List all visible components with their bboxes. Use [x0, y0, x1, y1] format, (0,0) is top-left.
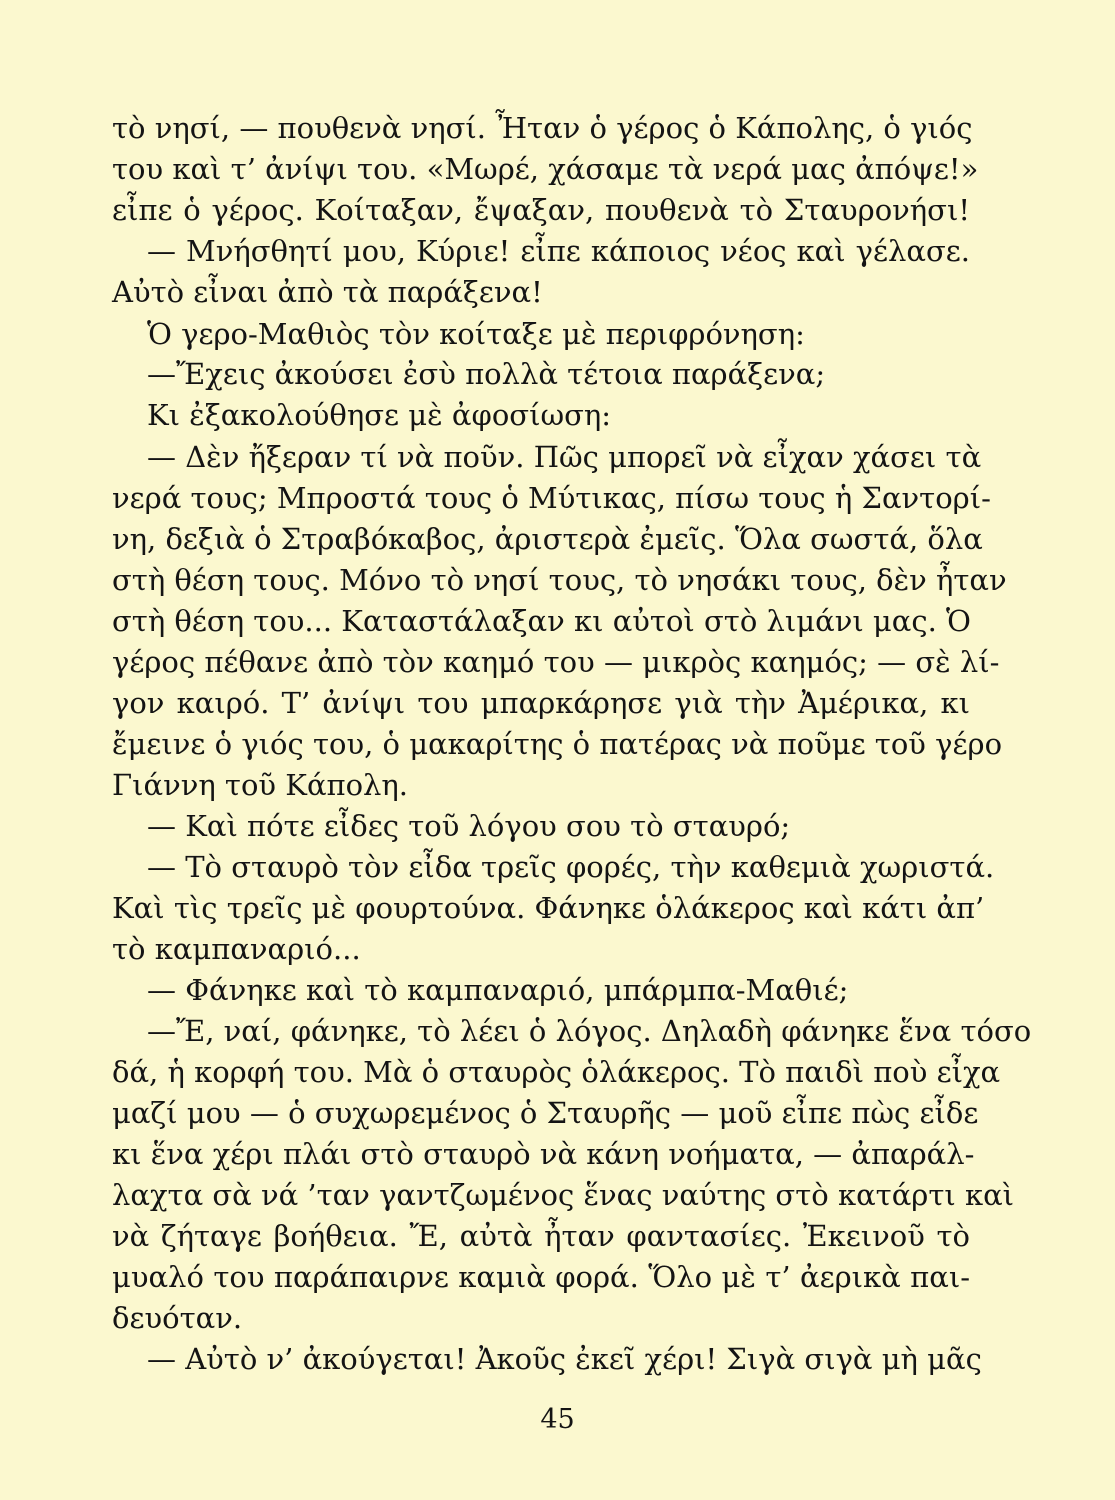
text-line-9: — Δὲν ἤξεραν τί νὰ ποῦν. Πῶς μπορεῖ νὰ εἶχαν χάσει τὰ [147, 440, 982, 474]
text-line-28: νὰ ζήταγε βοήθεια. Ἔ, αὐτὰ ἦταν φαντασίες. Ἐκεινοῦ τὸ [112, 1219, 970, 1253]
text-line-13: στὴ θέση του... Καταστάλαξαν κι αὐτοὶ στὸ λιμάνι μας. Ὁ [112, 604, 971, 638]
text-line-5: Αὐτὸ εἶναι ἀπὸ τὰ παράξενα! [112, 275, 543, 309]
text-line-22: — Φάνηκε καὶ τὸ καμπαναριό, μπάρμπα-Μαθιέ; [147, 973, 849, 1007]
text-line-1: τὸ νησί, — πουθενὰ νησί. Ἦταν ὁ γέρος ὁ Κάπολης, ὁ γιός [112, 111, 973, 145]
text-line-19: — Τὸ σταυρὸ τὸν εἶδα τρεῖς φορές, τὴν καθεμιὰ χωριστά. [147, 850, 995, 884]
text-line-2: του καὶ τ’ ἀνίψι του. «Μωρέ, χάσαμε τὰ νερά μας ἀπόψε!» [112, 152, 979, 186]
text-line-29: μυαλό του παράπαιρνε καμιὰ φορά. Ὅλο μὲ τ’ ἀερικὰ παι- [112, 1260, 970, 1294]
text-line-23: —Ἔ, ναί, φάνηκε, τὸ λέει ὁ λόγος. Δηλαδὴ φάνηκε ἕνα τόσο [147, 1014, 1032, 1048]
text-line-31: — Αὐτὸ ν’ ἀκούγεται! Ἀκοῦς ἐκεῖ χέρι! Σιγὰ σιγὰ μὴ μᾶς [147, 1342, 982, 1376]
text-line-3: εἶπε ὁ γέρος. Κοίταξαν, ἔψαξαν, πουθενὰ τὸ Σταυρονήσι! [112, 193, 970, 227]
text-line-4: — Μνήσθητί μου, Κύριε! εἶπε κάποιος νέος καὶ γέλασε. [147, 234, 970, 268]
text-line-27: λαχτα σὰ νά ’ταν γαντζωμένος ἕνας ναύτης στὸ κατάρτι καὶ [112, 1178, 1015, 1212]
page-number: 45 [540, 1404, 575, 1435]
text-line-7: —Ἔχεις ἀκούσει ἐσὺ πολλὰ τέτοια παράξενα; [147, 357, 826, 391]
text-line-6: Ὁ γερο-Μαθιὸς τὸν κοίταξε μὲ περιφρόνηση: [147, 317, 805, 351]
text-line-18: — Καὶ πότε εἶδες τοῦ λόγου σου τὸ σταυρό; [147, 809, 791, 843]
text-line-17: Γιάννη τοῦ Κάπολη. [112, 768, 409, 802]
text-line-20: Καὶ τὶς τρεῖς μὲ φουρτούνα. Φάνηκε ὁλάκερος καὶ κάτι ἀπ’ [112, 891, 985, 925]
text-line-15: γον καιρό. Τ’ ἀνίψι του μπαρκάρησε γιὰ τὴν Ἀμέρικα, κι [112, 686, 970, 720]
text-line-21: τὸ καμπαναριό... [112, 932, 361, 966]
text-line-12: στὴ θέση τους. Μόνο τὸ νησί τους, τὸ νησάκι τους, δὲν ἦταν [112, 563, 1007, 597]
text-line-10: νερά τους; Μπροστά τους ὁ Μύτικας, πίσω τους ἡ Σαντορί- [112, 481, 991, 515]
text-line-14: γέρος πέθανε ἀπὸ τὸν καημό του — μικρὸς καημός; — σὲ λί- [112, 645, 1000, 679]
text-line-25: μαζί μου — ὁ συχωρεμένος ὁ Σταυρῆς — μοῦ εἶπε πὼς εἶδε [112, 1096, 979, 1130]
text-line-30: δευόταν. [112, 1301, 243, 1335]
text-line-26: κι ἕνα χέρι πλάι στὸ σταυρὸ νὰ κάνη νοήματα, — ἀπαράλ- [112, 1137, 975, 1171]
text-line-16: ἔμεινε ὁ γιός του, ὁ μακαρίτης ὁ πατέρας νὰ ποῦμε τοῦ γέρο [112, 727, 1003, 761]
text-line-8: Κι ἐξακολούθησε μὲ ἀφοσίωση: [147, 398, 612, 432]
text-line-24: δά, ἡ κορφή του. Μὰ ὁ σταυρὸς ὁλάκερος. Τὸ παιδὶ ποὺ εἶχα [112, 1055, 1001, 1089]
text-line-11: νη, δεξιὰ ὁ Στραβόκαβος, ἀριστερὰ ἐμεῖς. Ὅλα σωστά, ὅλα [112, 522, 983, 556]
